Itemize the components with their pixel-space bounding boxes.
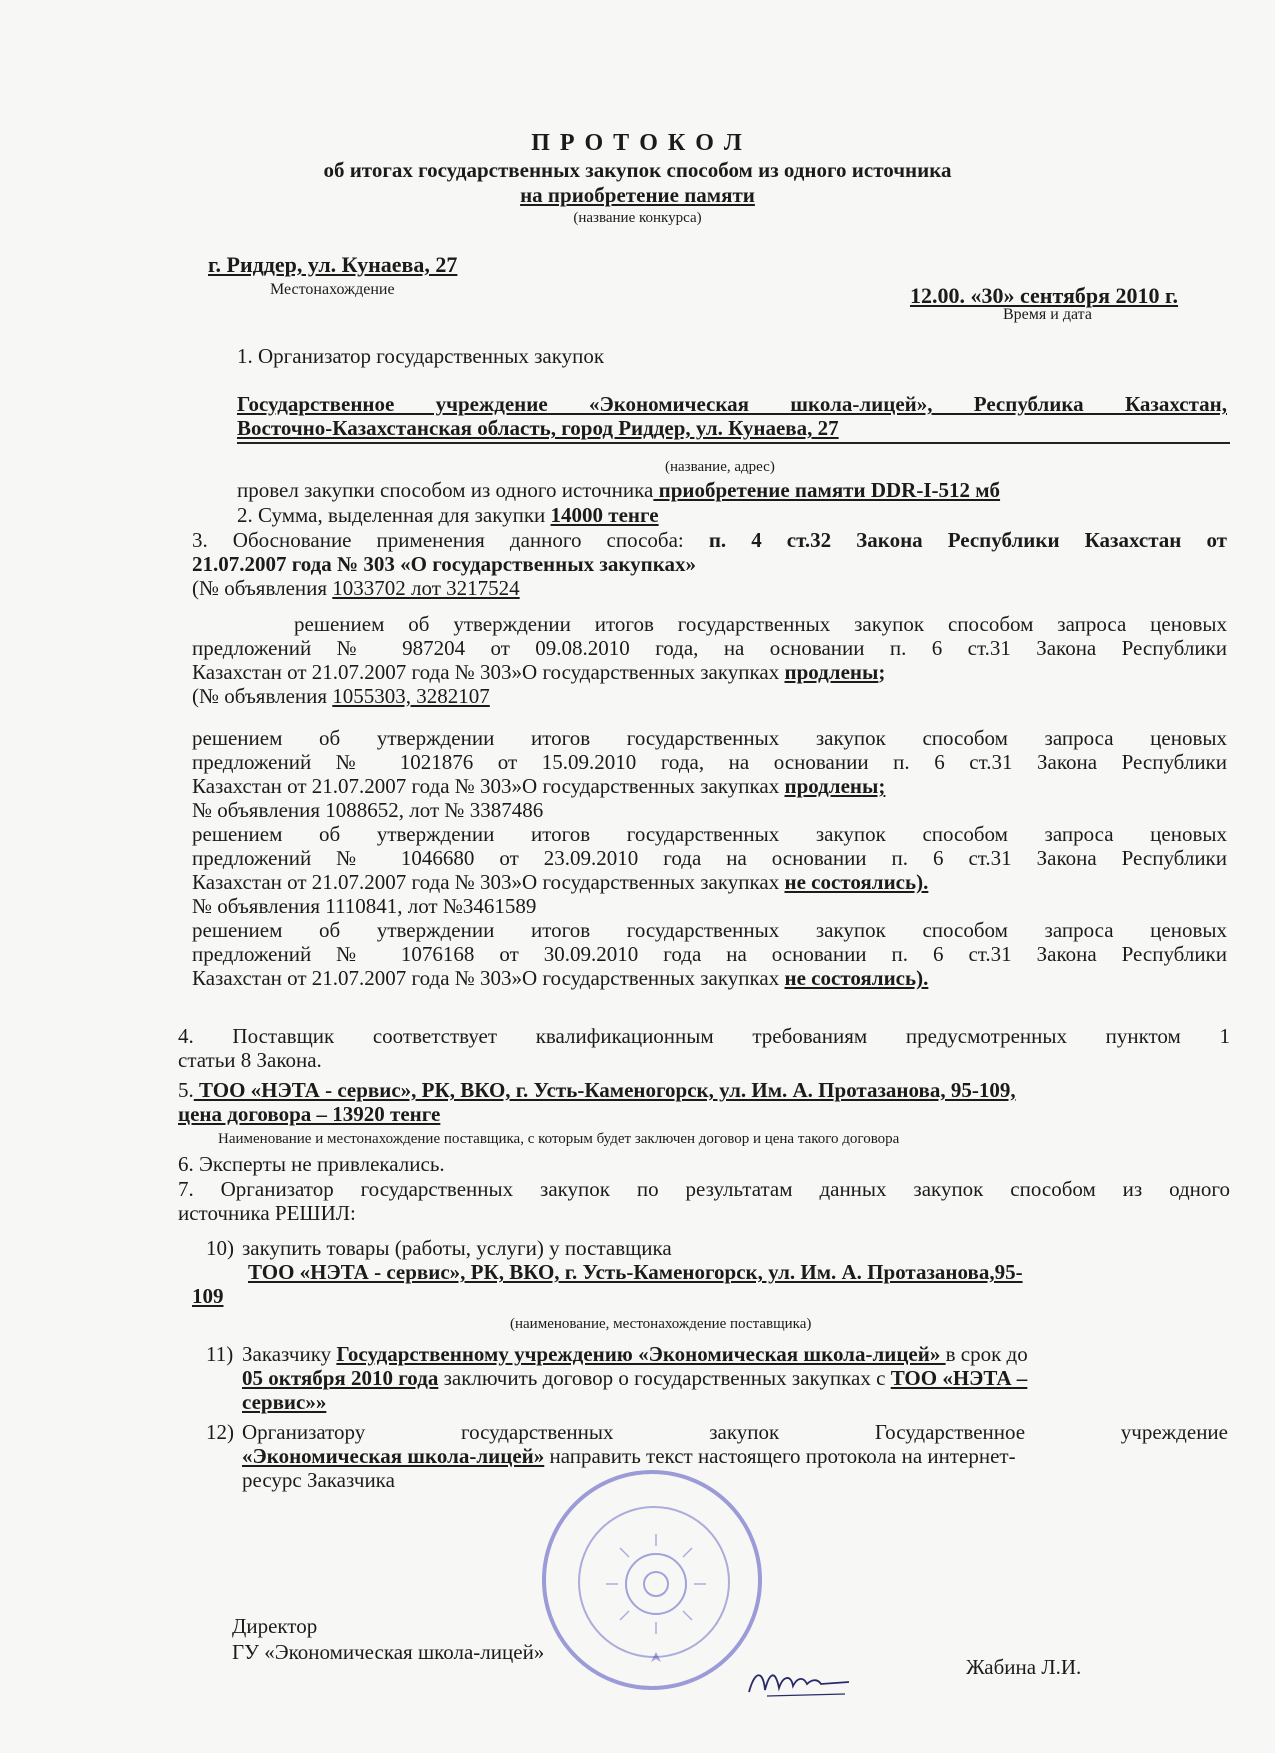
decision1-law: Казахстан от 21.07.2007 года № 303»О государственных закупках xyxy=(192,660,785,684)
decision3-line3 xyxy=(192,870,928,894)
official-seal xyxy=(542,1470,762,1690)
announcement-2 xyxy=(192,684,490,708)
handwritten-signature xyxy=(745,1662,855,1702)
datetime-note: Время и дата xyxy=(1003,306,1092,323)
experts-line: 6. Эксперты не привлекались. xyxy=(178,1152,445,1176)
qualification-line1: 4. Поставщик соответствует квалификационным требованиям предусмотренных пунктом 1 xyxy=(178,1024,1230,1048)
item12-line1: Организатору государственных закупок Государственное учреждение xyxy=(242,1420,1228,1444)
item12-instruction: направить текст настоящего протокола на интернет- xyxy=(544,1444,1016,1468)
decision1-status: продлены xyxy=(784,660,879,684)
organizer-name-line2: Восточно-Казахстанская область, город Риддер, ул. Кунаева, 27 xyxy=(237,416,839,440)
held-prefix: провел закупки способом из одного источника xyxy=(237,478,654,502)
decision1-line1: решением об утверждении итогов государственных закупок способом запроса ценовых xyxy=(294,612,1227,636)
item10-supplier: ТОО «НЭТА - сервис», РК, ВКО, г. Усть-Каменогорск, ул. Им. А. Протазанова,95- xyxy=(248,1260,1023,1284)
item10-supplier-cont: 109 xyxy=(192,1284,224,1308)
location: г. Риддер, ул. Кунаева, 27 xyxy=(208,252,458,277)
held-purchase-line xyxy=(237,478,1000,502)
supplier-name: ТОО «НЭТА - сервис», РК, ВКО, г. Усть-Каменогорск, ул. Им. А. Протазанова, 95-109, xyxy=(193,1078,1016,1102)
purchase-subject: на приобретение памяти xyxy=(520,183,755,207)
justification-line1 xyxy=(192,528,1227,552)
item10-note: (наименование, местонахождение поставщика) xyxy=(510,1316,812,1332)
decision2-status: продлены; xyxy=(784,774,886,798)
decision4-line2: предложений № 1076168 от 30.09.2010 года на основании п. 6 ст.31 Закона Республики xyxy=(192,942,1227,966)
decision4-status: не состоялись). xyxy=(784,966,929,990)
held-subject: приобретение памяти DDR-I-512 мб xyxy=(653,478,1001,502)
signer-organization: ГУ «Экономическая школа-лицей» xyxy=(232,1640,545,1664)
decision4-law: Казахстан от 21.07.2007 года № 303»О государственных закупках xyxy=(192,966,785,990)
item11-deadline: 05 октября 2010 года xyxy=(242,1366,439,1390)
sum-prefix: 2. Сумма, выделенная для закупки xyxy=(237,503,551,527)
justification-prefix: 3. Обоснование применения данного способа: xyxy=(192,528,709,552)
datetime: 12.00. «30» сентября 2010 г. xyxy=(910,283,1179,308)
supplier-number: 5. xyxy=(178,1078,194,1102)
ann2-number: 1055303, 3282107 xyxy=(332,684,490,708)
qualification-line2: статьи 8 Закона. xyxy=(178,1048,322,1072)
decision1-line2: предложений № 987204 от 09.08.2010 года, на основании п. 6 ст.31 Закона Республики xyxy=(192,636,1227,660)
item12-line3: ресурс Заказчика xyxy=(242,1468,395,1492)
item11-supplier: ТОО «НЭТА – xyxy=(890,1366,1028,1390)
signer-position: Директор xyxy=(232,1614,318,1638)
item12-number: 12) xyxy=(206,1420,234,1444)
organizer-label: 1. Организатор государственных закупок xyxy=(237,344,605,368)
purchase-subject-note: (название конкурса) xyxy=(573,210,702,226)
supplier-note: Наименование и местонахождение поставщика, с которым будет заключен договор и цена такого договора xyxy=(218,1131,900,1147)
document-title: П Р О Т О К О Л xyxy=(531,130,744,156)
item11-prefix: Заказчику xyxy=(242,1342,337,1366)
decision2-line2: предложений № 1021876 от 15.09.2010 года, на основании п. 6 ст.31 Закона Республики xyxy=(192,750,1227,774)
item11-contract-text: заключить договор о государственных закупках с xyxy=(438,1366,891,1390)
supplier-line xyxy=(178,1078,1016,1102)
item12-line2 xyxy=(242,1444,1016,1468)
decision4-line3 xyxy=(192,966,928,990)
organizer-underline xyxy=(237,442,1230,444)
justification-line2: 21.07.2007 года № 303 «О государственных закупках» xyxy=(192,552,697,576)
item11-deadline-prefix: в срок до xyxy=(945,1342,1028,1366)
announcement-4: № объявления 1110841, лот №3461589 xyxy=(192,894,537,918)
decision4-line1: решением об утверждении итогов государственных закупок способом запроса ценовых xyxy=(192,918,1227,942)
decision3-line2: предложений № 1046680 от 23.09.2010 года на основании п. 6 ст.31 Закона Республики xyxy=(192,846,1227,870)
contract-price: цена договора – 13920 тенге xyxy=(178,1102,441,1126)
document-subtitle: об итогах государственных закупок способом из одного источника xyxy=(323,158,952,182)
sum-amount: 14000 тенге xyxy=(550,503,659,527)
seal-emblem-icon xyxy=(546,1474,766,1694)
decision2-law: Казахстан от 21.07.2007 года № 303»О государственных закупках xyxy=(192,774,785,798)
item11-customer: Государственному учреждению «Экономическая школа-лицей» xyxy=(336,1342,946,1366)
item10-text: закупить товары (работы, услуги) у поставщика xyxy=(242,1236,672,1260)
decision-intro-line1: 7. Организатор государственных закупок по результатам данных закупок способом из одного xyxy=(178,1177,1230,1201)
decision2-line1: решением об утверждении итогов государственных закупок способом запроса ценовых xyxy=(192,726,1227,750)
ann1-number: 1033702 лот 3217524 xyxy=(332,576,520,600)
announcement-1 xyxy=(192,576,520,600)
allocated-sum-line xyxy=(237,503,659,527)
location-note: Местонахождение xyxy=(270,281,395,298)
item11-line1 xyxy=(242,1342,1028,1366)
justification-law: п. 4 ст.32 Закона Республики Казахстан от xyxy=(708,528,1227,552)
organizer-name-line1: Государственное учреждение «Экономическая школа-лицей», Республика Казахстан, xyxy=(237,392,1227,416)
decision-intro-line2: источника РЕШИЛ: xyxy=(178,1201,356,1225)
decision3-line1: решением об утверждении итогов государственных закупок способом запроса ценовых xyxy=(192,822,1227,846)
item11-line2 xyxy=(242,1366,1027,1390)
decision3-status: не состоялись). xyxy=(784,870,929,894)
decision1-line3 xyxy=(192,660,885,684)
item10-number: 10) xyxy=(206,1236,234,1260)
item11-line3: сервис»» xyxy=(242,1390,327,1414)
item12-organizer: «Экономическая школа-лицей» xyxy=(242,1444,545,1468)
ann2-prefix: (№ объявления xyxy=(192,684,333,708)
decision2-line3 xyxy=(192,774,885,798)
decision1-semicolon: ; xyxy=(878,660,886,684)
ann1-prefix: (№ объявления xyxy=(192,576,333,600)
item11-number: 11) xyxy=(206,1342,234,1366)
decision3-law: Казахстан от 21.07.2007 года № 303»О государственных закупках xyxy=(192,870,785,894)
organizer-note: (название, адрес) xyxy=(665,459,775,475)
announcement-3: № объявления 1088652, лот № 3387486 xyxy=(192,798,544,822)
signer-name: Жабина Л.И. xyxy=(966,1655,1082,1679)
